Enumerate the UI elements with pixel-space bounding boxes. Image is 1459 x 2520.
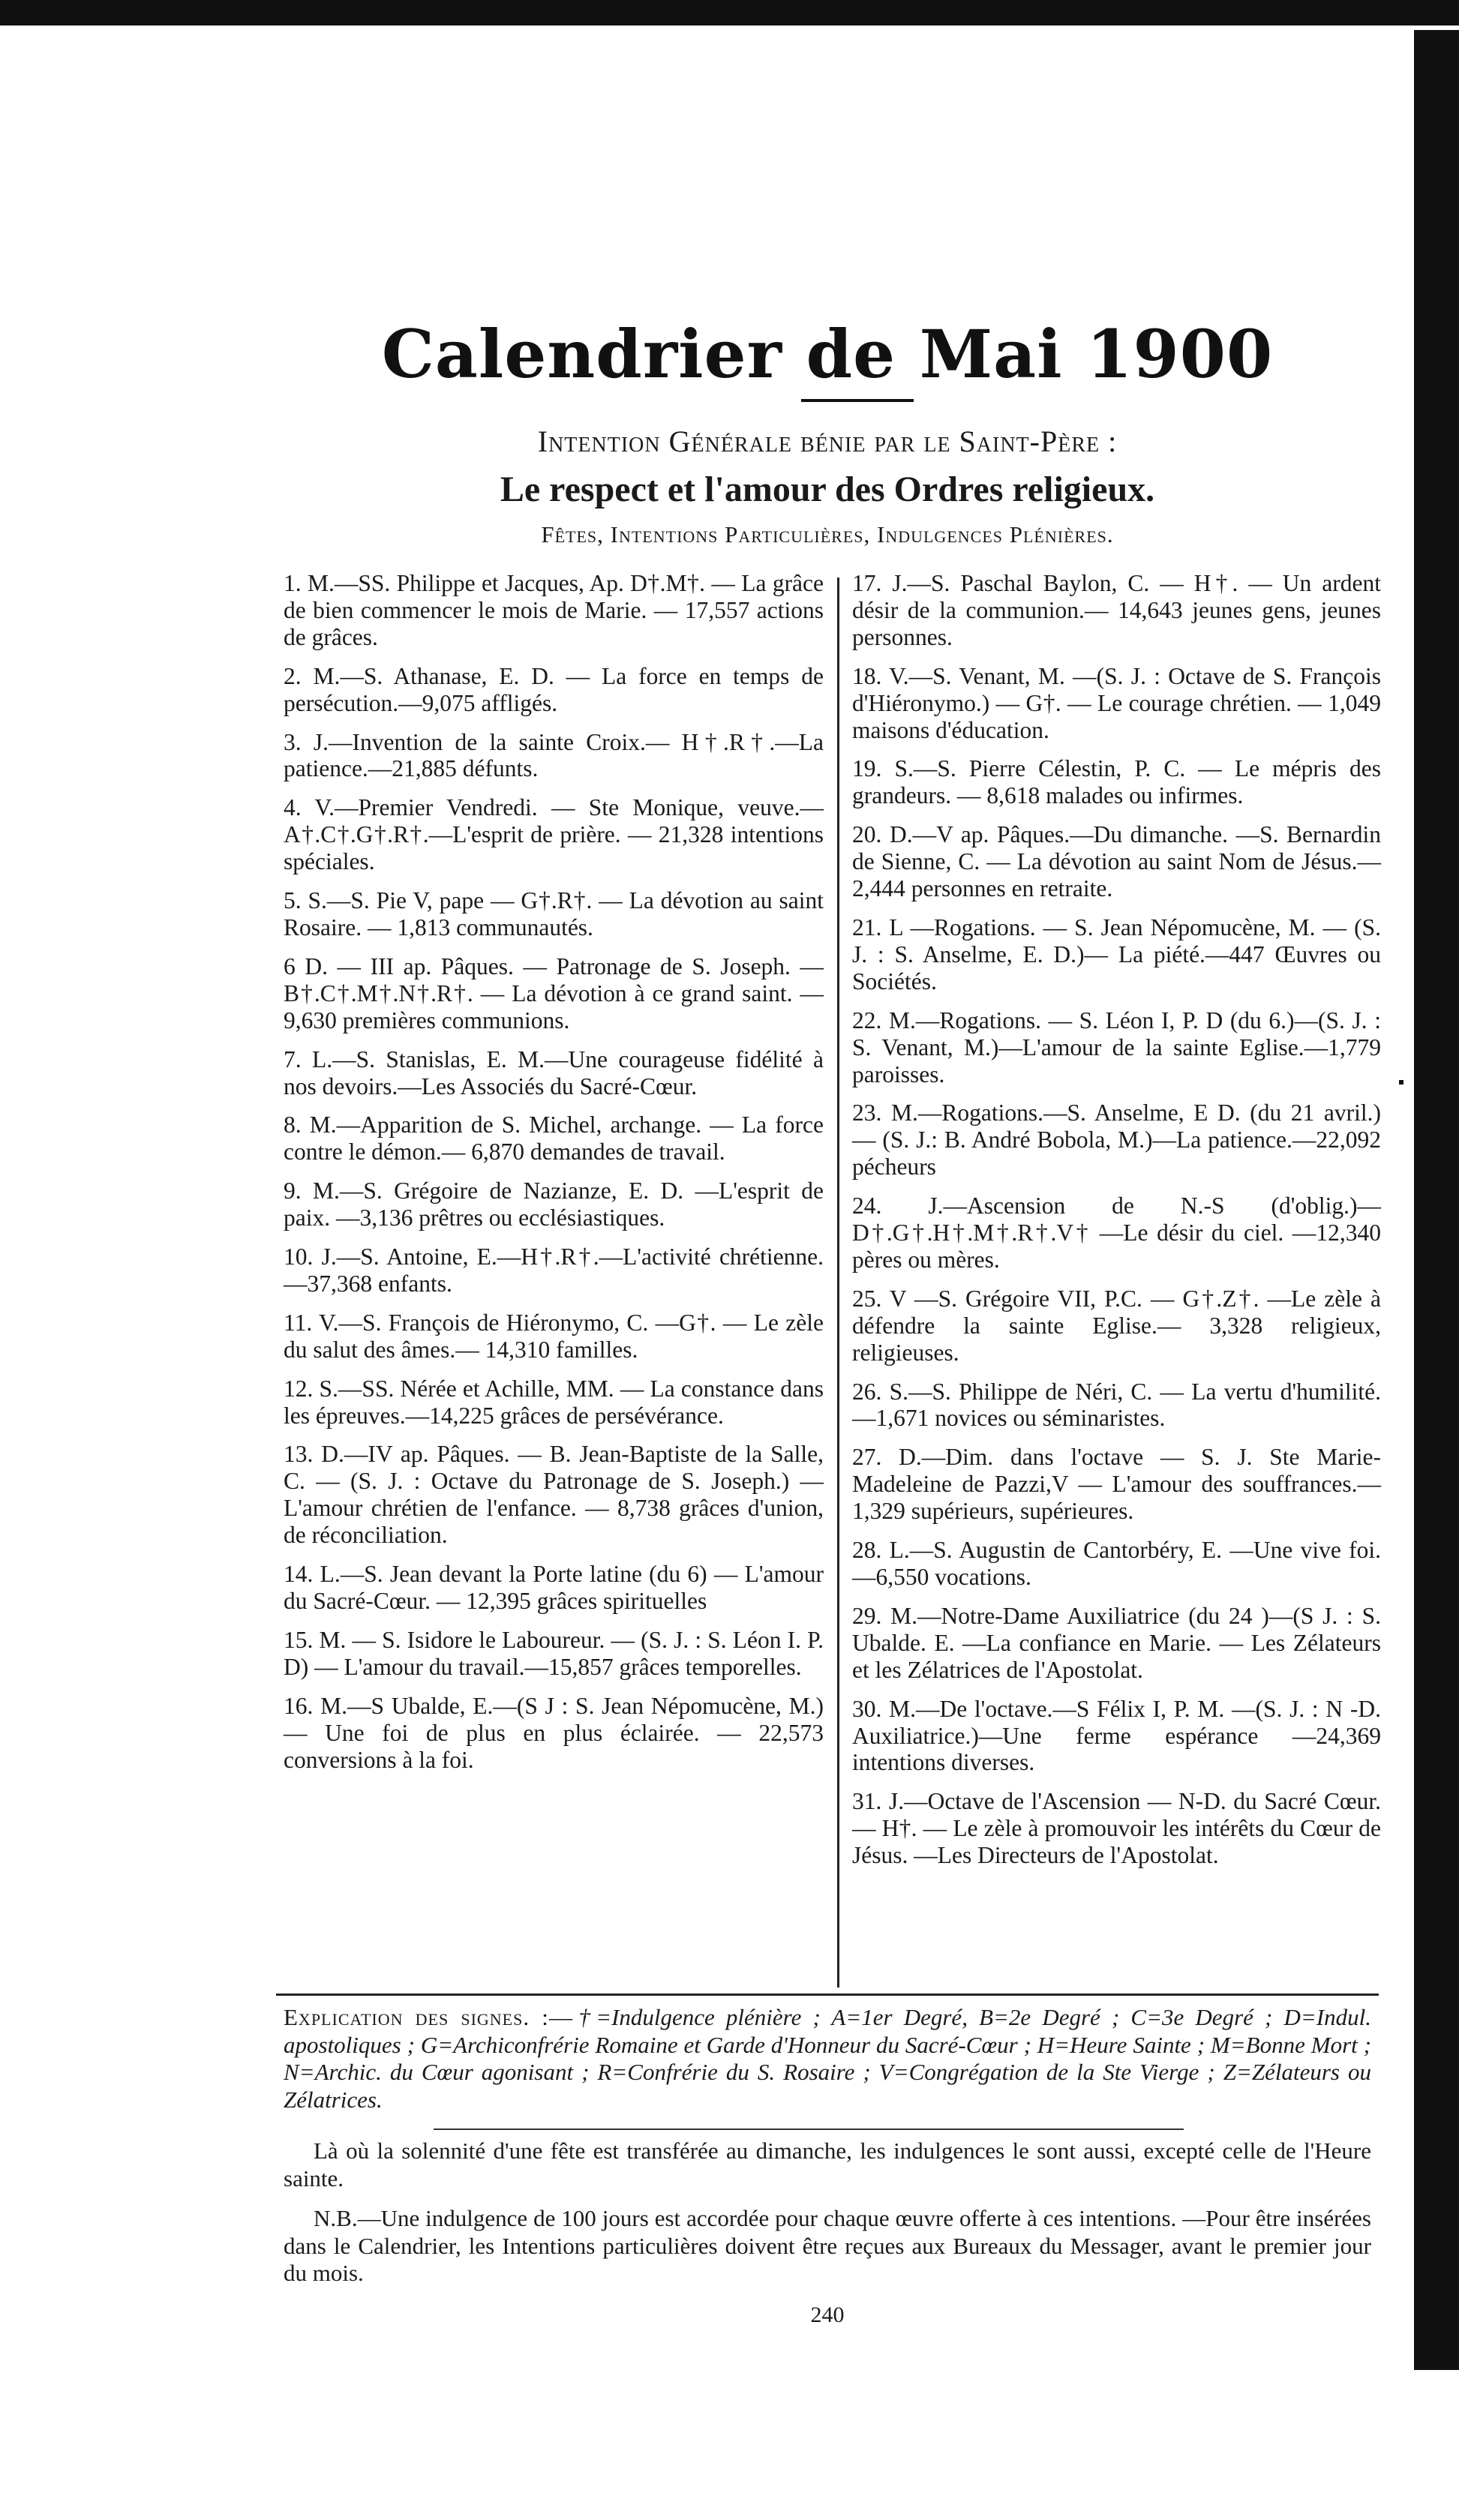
scan-speck <box>1416 1965 1420 1988</box>
calendar-page <box>284 315 1381 2400</box>
intention-subtitle: Le respect et l'amour des Ordres religieux. <box>500 470 1155 509</box>
calendar-entry: 29. M.—Notre-Dame Auxiliatrice (du 24 )—(S J. : S. Ubalde. E. —La confiance en Marie. — Les Zélateurs et les Zélatrices de l'Apostolat. <box>852 1602 1381 1683</box>
signs-legend: †=Indulgence plénière ; A=1er Degré, B=2e Degré ; C=3e Degré ; D=Indul. apostoliques ; G=Archiconfrérie Romaine et Garde d'Honneur du Sacré-Cœur ; H=Heure Sainte ; M=Bonne Mort ; N=Archic. du Cœur agonisant ; R=Confrérie du S. Rosaire ; V=Congrégation de la Ste Vierge ; Z=Zélateurs ou Zélatrices. <box>284 2004 1371 2113</box>
calendar-entry: 15. M. — S. Isidore le Laboureur. — (S. J. : S. Léon I. P. D) — L'amour du travail.—15,857 grâces temporelles. <box>284 1626 824 1680</box>
scan-edge-right <box>1414 30 1459 2370</box>
general-intention: Intention Générale bénie par le Saint-Père : <box>537 424 1118 458</box>
scan-edge-top <box>0 0 1459 26</box>
calendar-entry: 16. M.—S Ubalde, E.—(S J : S. Jean Népomucène, M.) — Une foi de plus en plus éclairée. — 22,573 conversions à la foi. <box>284 1692 824 1773</box>
calendar-entry: 28. L.—S. Augustin de Cantorbéry, E. —Une vive foi.—6,550 vocations. <box>852 1537 1381 1590</box>
calendar-entry: 3. J.—Invention de la sainte Croix.— H†.R†.—La patience.—21,885 défunts. <box>284 728 824 782</box>
calendar-entry: 6 D. — III ap. Pâques. — Patronage de S. Joseph. — B†.C†.M†.N†.R†. — La dévotion à ce grand saint. — 9,630 premières communions. <box>284 952 824 1034</box>
calendar-entry: 4. V.—Premier Vendredi. — Ste Monique, veuve.—A†.C†.G†.R†.—L'esprit de prière. — 21,328 intentions spéciales. <box>284 794 824 875</box>
calendar-entry: 10. J.—S. Antoine, E.—H†.R†.—L'activité chrétienne.—37,368 enfants. <box>284 1244 824 1297</box>
page-number: 240 <box>810 2302 845 2327</box>
signs-explanation <box>284 2004 1371 2114</box>
calendar-entry: 1. M.—SS. Philippe et Jacques, Ap. D†.M†. — La grâce de bien commencer le mois de Marie. — 17,557 actions de grâces. <box>284 570 824 650</box>
calendar-entry: 7. L.—S. Stanislas, E. M.—Une courageuse fidélité à nos devoirs.—Les Associés du Sacré-Cœur. <box>284 1046 824 1100</box>
title-underline <box>801 399 914 402</box>
scan-speck <box>1399 1080 1403 1084</box>
calendar-entry: 14. L.—S. Jean devant la Porte latine (du 6) — L'amour du Sacré-Cœur. — 12,395 grâces spirituelles <box>284 1561 824 1614</box>
calendar-entry: 25. V —S. Grégoire VII, P.C. — G†.Z†. —Le zèle à défendre la sainte Eglise.— 3,328 religieux, religieuses. <box>852 1285 1381 1366</box>
calendar-entry: 8. M.—Apparition de S. Michel, archange. — La force contre le démon.— 6,870 demandes de travail. <box>284 1112 824 1166</box>
calendar-entry: 24. J.—Ascension de N.-S (d'oblig.)— D†.G†.H†.M†.R†.V† —Le désir du ciel. —12,340 pères ou mères. <box>852 1192 1381 1273</box>
left-column <box>284 570 824 1785</box>
calendar-entry: 18. V.—S. Venant, M. —(S. J. : Octave de S. François d'Hiéronymo.) — G†. — Le courage chrétien. — 1,049 maisons d'éducation. <box>852 662 1381 743</box>
section-heading: Fêtes, Intentions Particulières, Indulgences Plénières. <box>541 521 1114 548</box>
calendar-entry: 5. S.—S. Pie V, pape — G†.R†. — La dévotion au saint Rosaire. — 1,813 communautés. <box>284 887 824 940</box>
calendar-entry: 9. M.—S. Grégoire de Nazianze, E. D. —L'esprit de paix. —3,136 prêtres ou ecclésiastiques. <box>284 1178 824 1232</box>
page-title: Calendrier de Mai 1900 <box>381 315 1274 393</box>
calendar-entry: 2. M.—S. Athanase, E. D. — La force en temps de persécution.—9,075 affligés. <box>284 662 824 716</box>
scan-speck <box>1421 2010 1424 2026</box>
calendar-entry: 31. J.—Octave de l'Ascension — N-D. du Sacré Cœur. — H†. — Le zèle à promouvoir les intérêts du Cœur de Jésus. —Les Directeurs de l'Apostolat. <box>852 1788 1381 1869</box>
calendar-entry: 21. L —Rogations. — S. Jean Népomucène, M. — (S. J. : S. Anselme, E. D.)— La piété.—447 Œuvres ou Sociétés. <box>852 914 1381 994</box>
separator-rule <box>434 2128 1184 2130</box>
signs-heading: Explication des signes. :— <box>284 2004 573 2030</box>
calendar-entry: 23. M.—Rogations.—S. Anselme, E D. (du 21 avril.) — (S. J.: B. André Bobola, M.)—La patience.—22,092 pécheurs <box>852 1100 1381 1180</box>
calendar-entry: 22. M.—Rogations. — S. Léon I, P. D (du 6.)—(S. J. : S. Venant, M.)—L'amour de la sainte Eglise.—1,779 paroisses. <box>852 1006 1381 1088</box>
calendar-entry: 26. S.—S. Philippe de Néri, C. — La vertu d'humilité.—1,671 novices ou séminaristes. <box>852 1378 1381 1432</box>
bottom-rule <box>276 1994 1379 1996</box>
calendar-entry: 19. S.—S. Pierre Célestin, P. C. — Le mépris des grandeurs. — 8,618 malades ou infirmes. <box>852 755 1381 809</box>
calendar-entry: 13. D.—IV ap. Pâques. — B. Jean-Baptiste de la Salle, C. — (S. J. : Octave du Patronage de S. Joseph.) — L'amour chrétien de l'enfance. — 8,738 grâces d'union, de réconciliation. <box>284 1441 824 1549</box>
column-divider <box>837 578 839 1988</box>
transfer-note: Là où la solennité d'une fête est transférée au dimanche, les indulgences le sont aussi, excepté celle de l'Heure sainte. <box>284 2138 1371 2192</box>
calendar-entry: 27. D.—Dim. dans l'octave — S. J. Ste Marie-Madeleine de Pazzi,V — L'amour des souffrances.—1,329 supérieurs, supérieures. <box>852 1444 1381 1525</box>
calendar-entry: 17. J.—S. Paschal Baylon, C. — H†. — Un ardent désir de la communion.— 14,643 jeunes gens, jeunes personnes. <box>852 570 1381 650</box>
calendar-entry: 20. D.—V ap. Pâques.—Du dimanche. —S. Bernardin de Sienne, C. — La dévotion au saint Nom de Jésus.—2,444 personnes en retraite. <box>852 821 1381 902</box>
calendar-entry: 30. M.—De l'octave.—S Félix I, P. M. —(S. J. : N -D. Auxiliatrice.)—Une ferme espérance —24,369 intentions diverses. <box>852 1695 1381 1776</box>
nb-note: N.B.—Une indulgence de 100 jours est accordée pour chaque œuvre offerte à ces intentions. —Pour être insérées dans le Calendrier, les Intentions particulières doivent être reçues aux Bureaux du Messager, avant le premier jour du mois. <box>284 2205 1371 2287</box>
calendar-entry: 11. V.—S. François de Hiéronymo, C. —G†. — Le zèle du salut des âmes.— 14,310 familles. <box>284 1309 824 1363</box>
right-column <box>852 570 1381 1881</box>
calendar-entry: 12. S.—SS. Nérée et Achille, MM. — La constance dans les épreuves.—14,225 grâces de persévérance. <box>284 1375 824 1429</box>
